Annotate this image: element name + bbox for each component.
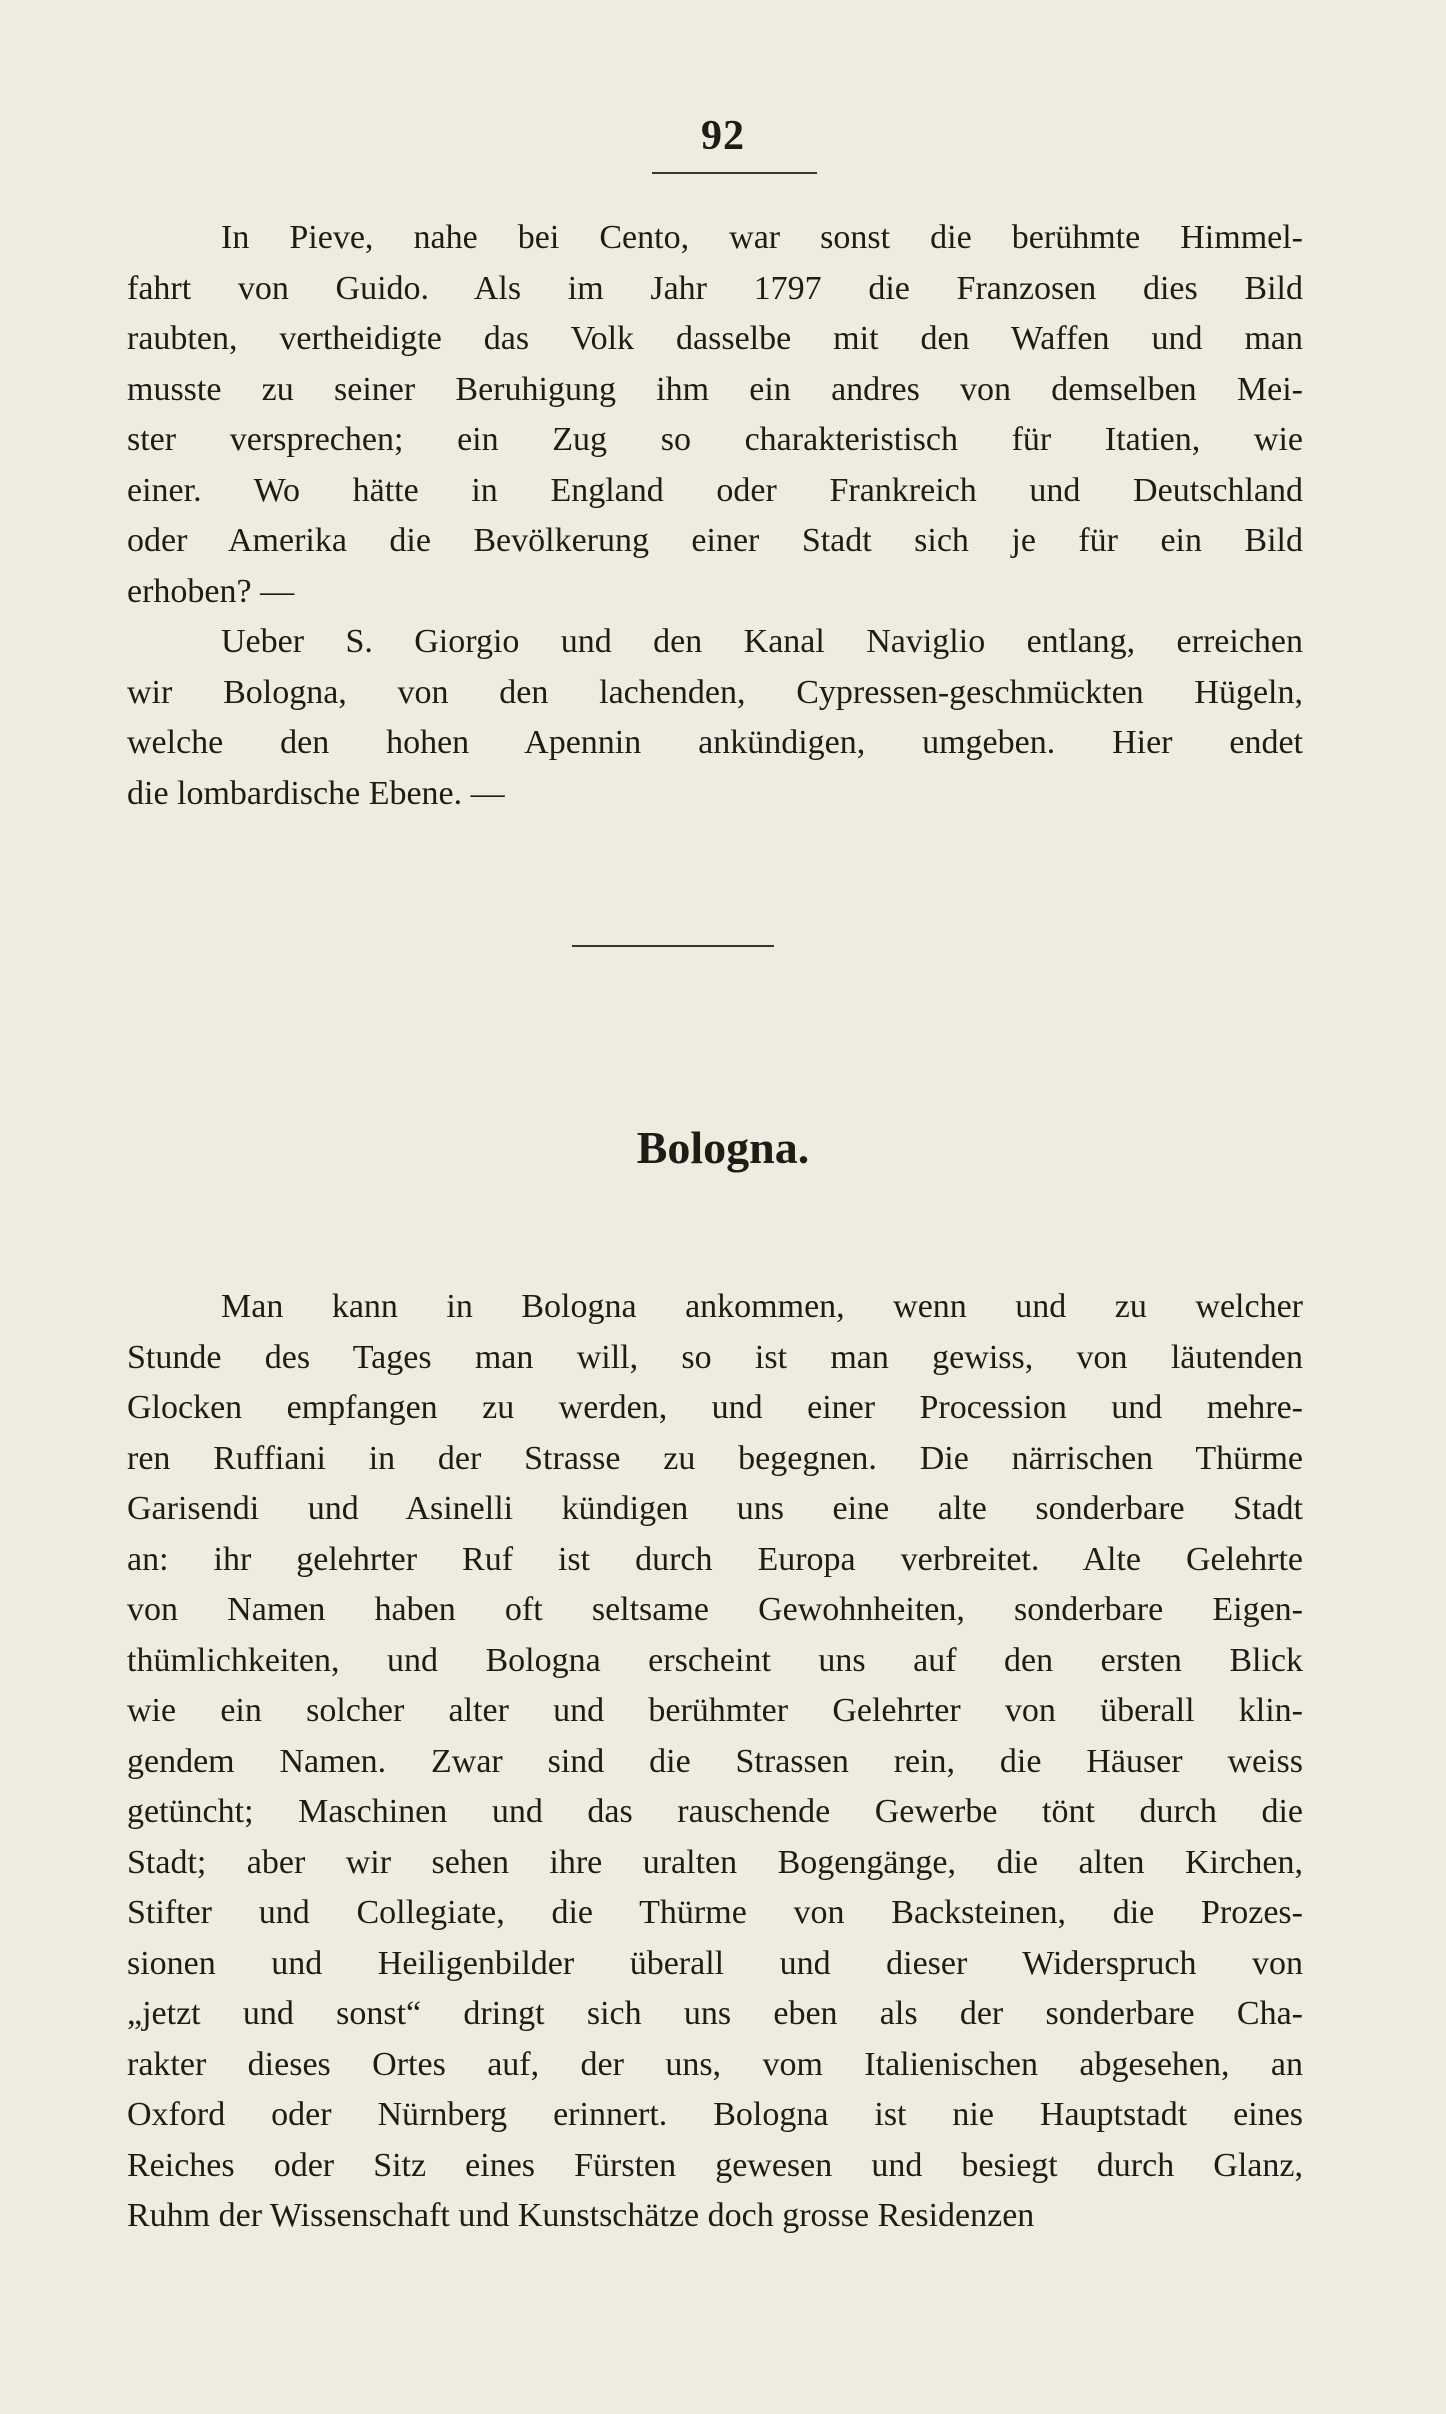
text-line: thümlichkeiten, und Bologna erscheint uns auf den ersten Blick	[127, 1641, 1303, 1679]
text-line: raubten, vertheidigte das Volk dasselbe mit den Waffen und man	[127, 320, 1303, 357]
text-line: Stifter und Collegiate, die Thürme von Backsteinen, die Prozes-	[127, 1894, 1303, 1931]
text-line: an: ihr gelehrter Ruf ist durch Europa verbreitet. Alte Gelehrte	[127, 1540, 1303, 1578]
text-line: Reiches oder Sitz eines Fürsten gewesen und besiegt durch Glanz,	[127, 2146, 1303, 2184]
text-line: Stunde des Tages man will, so ist man gewiss, von läutenden	[127, 1338, 1303, 1376]
text-line: welche den hohen Apennin ankündigen, umgeben. Hier endet	[127, 724, 1303, 761]
text-line: getüncht; Maschinen und das rauschende Gewerbe tönt durch die	[127, 1793, 1303, 1830]
text-line: Garisendi und Asinelli kündigen uns eine alte sonderbare Stadt	[127, 1490, 1303, 1527]
section-divider	[572, 945, 774, 947]
section-title: Bologna.	[636, 1122, 810, 1173]
text-line: gendem Namen. Zwar sind die Strassen rein, die Häuser weiss	[127, 1742, 1303, 1780]
text-line: sionen und Heiligenbilder überall und dieser Widerspruch von	[127, 1944, 1303, 1982]
text-line: In Pieve, nahe bei Cento, war sonst die berühmte Himmel-	[221, 219, 1303, 256]
page-number-rule	[652, 172, 817, 174]
text-line: oder Amerika die Bevölkerung einer Stadt sich je für ein Bild	[127, 522, 1303, 559]
text-line: ren Ruffiani in der Strasse zu begegnen. Die närrischen Thürme	[127, 1439, 1303, 1477]
text-line: rakter dieses Ortes auf, der uns, vom Italienischen abgesehen, an	[127, 2045, 1303, 2083]
text-line: von Namen haben oft seltsame Gewohnheiten, sonderbare Eigen-	[127, 1591, 1303, 1628]
text-line: wie ein solcher alter und berühmter Gelehrter von überall klin-	[127, 1692, 1303, 1729]
text-line: Ueber S. Giorgio und den Kanal Naviglio entlang, erreichen	[221, 623, 1303, 660]
text-line: erhoben? —	[127, 572, 295, 610]
text-line: wir Bologna, von den lachenden, Cypressen-geschmückten Hügeln,	[127, 673, 1303, 711]
text-after-section	[127, 1282, 1303, 2242]
text-line: Man kann in Bologna ankommen, wenn und zu welcher	[221, 1288, 1303, 1325]
text-line: einer. Wo hätte in England oder Frankreich und Deutschland	[127, 471, 1303, 509]
text-line: musste zu seiner Beruhigung ihm ein andres von demselben Mei-	[127, 370, 1303, 408]
page-number: 92	[701, 113, 745, 159]
text-line: fahrt von Guido. Als im Jahr 1797 die Franzosen dies Bild	[127, 269, 1303, 307]
text-before-section	[127, 213, 1303, 819]
text-line: „jetzt und sonst“ dringt sich uns eben als der sonderbare Cha-	[127, 1995, 1303, 2032]
text-line: Ruhm der Wissenschaft und Kunstschätze doch grosse Residenzen	[127, 2197, 1035, 2234]
text-line: die lombardische Ebene. —	[127, 774, 505, 812]
text-line: Stadt; aber wir sehen ihre uralten Bogengänge, die alten Kirchen,	[127, 1843, 1303, 1881]
text-line: Oxford oder Nürnberg erinnert. Bologna ist nie Hauptstadt eines	[127, 2096, 1303, 2133]
text-line: ster versprechen; ein Zug so charakteristisch für Itatien, wie	[127, 421, 1303, 458]
text-line: Glocken empfangen zu werden, und einer Procession und mehre-	[127, 1389, 1303, 1426]
